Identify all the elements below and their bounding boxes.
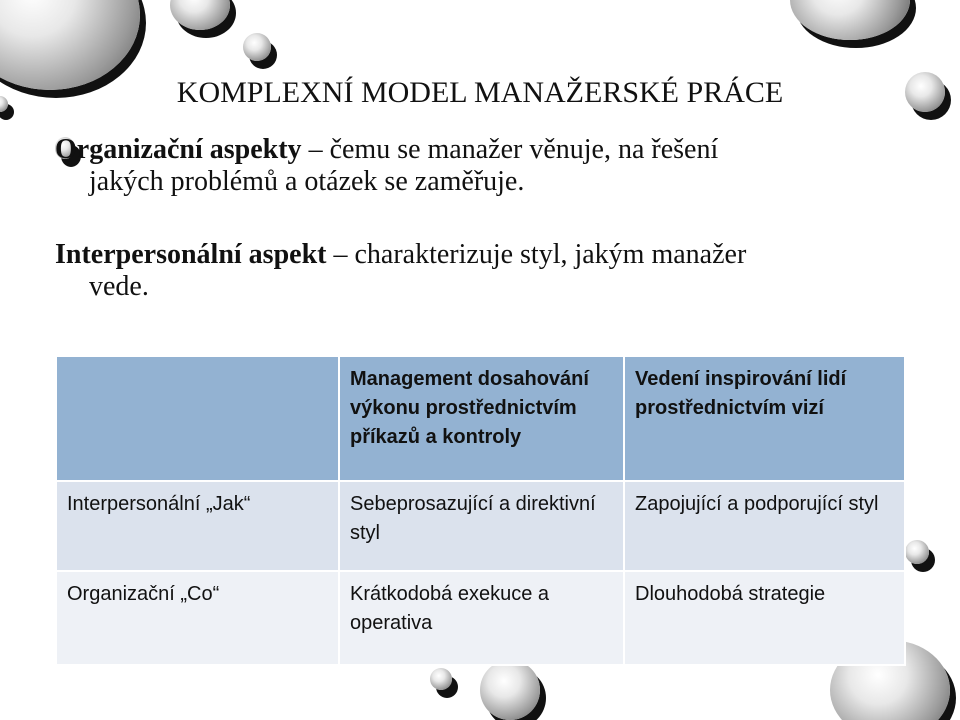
water-drop-decoration: [905, 540, 929, 564]
table-cell: Zapojující a podporující styl: [624, 481, 905, 571]
table-cell: Sebeprosazující a direktivní styl: [339, 481, 624, 571]
table-cell: Dlouhodobá strategie: [624, 571, 905, 665]
bullet-text-continued: vede.: [89, 271, 149, 302]
bullet-text: – čemu se manažer věnuje, na řešení: [301, 134, 719, 165]
water-drop-decoration: [790, 0, 910, 40]
bullet-text-continued: jakých problémů a otázek se zaměřuje.: [89, 166, 525, 197]
bullet-term: Organizační aspekty: [55, 134, 302, 165]
water-drop-decoration: [170, 0, 230, 30]
table-header-row: [56, 356, 905, 481]
table-row: [56, 571, 905, 665]
slide-title: KOMPLEXNÍ MODEL MANAŽERSKÉ PRÁCE: [176, 76, 784, 109]
water-drop-decoration: [480, 660, 540, 720]
bullet-organizacni: [55, 134, 875, 198]
table-cell: Krátkodobá exekuce a operativa: [339, 571, 624, 665]
water-drop-decoration: [243, 33, 271, 61]
table-row: [56, 481, 905, 571]
bullet-text: – charakterizuje styl, jakým manažer: [326, 239, 747, 270]
table-cell: Organizační „Co“: [56, 571, 339, 665]
water-drop-decoration: [430, 668, 452, 690]
header-cell: [56, 356, 339, 481]
header-cell: Vedení inspirování lidí prostřednictvím vizí: [624, 356, 905, 481]
bullet-interpersonalni: [55, 239, 875, 303]
bullet-term: Interpersonální aspekt: [55, 239, 327, 270]
header-cell: Management dosahování výkonu prostřednictvím příkazů a kontroly: [339, 356, 624, 481]
management-model-table: [55, 355, 906, 666]
table-cell: Interpersonální „Jak“: [56, 481, 339, 571]
